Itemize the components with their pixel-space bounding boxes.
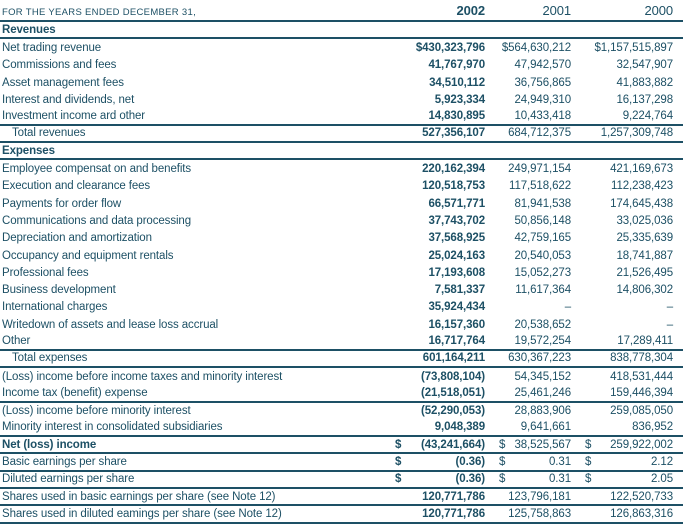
table-row: [0, 247, 683, 264]
row-label: Shares used in basic earnings per share (see Note 12): [2, 490, 276, 503]
value-2002: $430,323,796: [415, 41, 485, 54]
table-row: [0, 39, 683, 56]
years-ended-heading: FOR THE YEARS ENDED DECEMBER 31,: [2, 7, 197, 18]
value-2002: 120,518,753: [422, 180, 485, 193]
value-2002: 16,717,764: [428, 334, 485, 347]
currency-symbol: $: [499, 473, 506, 486]
table-header-row: [0, 0, 683, 22]
value-2001: 20,540,053: [514, 249, 571, 262]
value-2001: 50,856,148: [514, 214, 571, 227]
value-2002: 16,157,360: [428, 318, 485, 331]
amount: 259,922,002: [610, 438, 673, 451]
value-2001: [499, 439, 571, 451]
value-2000: –: [666, 301, 673, 314]
value-2000: 838,778,304: [610, 352, 673, 365]
table-row: [0, 316, 683, 333]
value-2002: 17,193,608: [428, 266, 485, 279]
table-row: [0, 264, 683, 281]
currency-symbol: $: [395, 438, 402, 451]
value-2000: 1,257,309,748: [600, 127, 673, 140]
value-2001: [499, 473, 571, 485]
value-2001: 630,367,223: [508, 352, 571, 365]
currency-symbol: $: [395, 456, 402, 469]
table-row: [0, 299, 683, 316]
row-label: Expenses: [2, 144, 55, 157]
table-row: [0, 385, 683, 402]
row-label: Basic earnings per share: [2, 456, 127, 469]
value-2000: [585, 456, 673, 468]
currency-symbol: $: [585, 473, 592, 486]
table-row: [0, 454, 683, 471]
row-label: Professional fees: [2, 266, 89, 279]
value-2002: 37,568,925: [428, 232, 485, 245]
row-label: Writedown of assets and lease loss accrual: [2, 318, 219, 331]
value-2001: [499, 456, 571, 468]
table-row: [0, 506, 683, 523]
value-2002: 527,356,107: [422, 127, 485, 140]
table-row: [0, 212, 683, 229]
value-2000: 418,531,444: [610, 370, 673, 383]
value-2001: 684,712,375: [508, 127, 571, 140]
row-label: Total expenses: [12, 352, 88, 365]
value-2001: 81,941,538: [514, 197, 571, 210]
row-label: Communications and data processing: [2, 214, 192, 227]
table-row: [0, 472, 683, 489]
value-2000: [585, 439, 673, 451]
table-row: [0, 368, 683, 385]
section-header-row: [0, 22, 683, 39]
value-2000: 836,952: [632, 421, 673, 434]
value-2001: 36,756,865: [514, 76, 571, 89]
value-2001: 28,883,906: [514, 405, 571, 418]
income-statement-table: [0, 22, 683, 524]
value-2002: 5,923,334: [434, 93, 485, 106]
value-2001: 47,942,570: [514, 59, 571, 72]
value-2000: 25,335,639: [616, 232, 673, 245]
table-row: [0, 91, 683, 108]
value-2002: (73,808,104): [420, 370, 485, 383]
amount: 0.31: [549, 456, 571, 469]
currency-symbol: $: [395, 473, 402, 486]
value-2000: 21,526,495: [616, 266, 673, 279]
row-label: Asset management fees: [2, 76, 124, 89]
value-2001: 15,052,273: [514, 266, 571, 279]
table-row: [0, 178, 683, 195]
table-row: [0, 281, 683, 298]
value-2000: 259,085,050: [610, 405, 673, 418]
row-label: Employee compensat on and benefits: [2, 163, 192, 176]
value-2002: [395, 456, 485, 468]
row-label: Commissions and fees: [2, 59, 117, 72]
value-2000: 17,289,411: [617, 334, 673, 347]
value-2000: 9,224,764: [622, 110, 673, 123]
row-label: Execution and clearance fees: [2, 180, 151, 193]
row-label: Investment income ard other: [2, 110, 146, 123]
value-2001: 19,572,254: [514, 334, 571, 347]
year-column-2002: 2002: [456, 3, 485, 18]
value-2001: 123,796,181: [508, 490, 571, 503]
currency-symbol: $: [499, 438, 506, 451]
value-2001: 9,641,661: [520, 421, 571, 434]
currency-symbol: $: [499, 456, 506, 469]
amount: (43,241,664): [420, 438, 485, 451]
value-2000: 174,645,438: [610, 197, 673, 210]
amount: 0.31: [549, 473, 571, 486]
value-2002: 66,571,771: [428, 197, 485, 210]
currency-symbol: $: [585, 438, 592, 451]
value-2002: 9,048,389: [434, 421, 485, 434]
table-row: [0, 403, 683, 420]
row-label: Total revenues: [12, 127, 86, 140]
amount: 2.05: [651, 473, 673, 486]
row-label: International charges: [2, 301, 108, 314]
value-2000: –: [666, 318, 673, 331]
row-label: Interest and dividends, net: [2, 93, 135, 106]
value-2001: 125,758,863: [508, 507, 571, 520]
row-label: Payments for order flow: [2, 197, 122, 210]
table-row: [0, 230, 683, 247]
value-2002: 14,830,895: [428, 110, 485, 123]
amount: (0.36): [455, 473, 485, 486]
value-2002: 34,510,112: [429, 76, 485, 89]
value-2002: 25,024,163: [428, 249, 485, 262]
value-2000: 14,806,302: [616, 284, 673, 297]
value-2001: 117,518,622: [509, 180, 571, 193]
row-label: Shares used in diluted eamings per share (see Note 12): [2, 507, 282, 520]
value-2000: 33,025,036: [616, 214, 673, 227]
value-2001: 249,971,154: [508, 163, 571, 176]
year-column-2001: 2001: [542, 3, 571, 18]
value-2000: 18,741,887: [616, 249, 673, 262]
value-2002: 601,164,211: [422, 352, 485, 365]
table-row: [0, 57, 683, 74]
value-2002: [395, 473, 485, 485]
value-2000: 16,137,298: [616, 93, 673, 106]
row-label: Minority interest in consolidated subsidiaries: [2, 421, 223, 434]
value-2002: 35,924,434: [428, 301, 485, 314]
row-label: Revenues: [2, 23, 56, 36]
table-row: [0, 160, 683, 177]
row-label: Business development: [2, 284, 116, 297]
value-2002: (52,290,053): [420, 405, 485, 418]
value-2002: [395, 439, 485, 451]
value-2002: 37,743,702: [428, 214, 485, 227]
value-2000: 32,547,907: [616, 59, 673, 72]
value-2000: 112,238,423: [611, 180, 673, 193]
row-label: Depreciation and amortization: [2, 232, 152, 245]
row-label: Income tax (benefit) expense: [2, 386, 148, 399]
table-row: [0, 437, 683, 454]
value-2001: 25,461,246: [514, 386, 571, 399]
value-2000: 41,883,882: [616, 76, 673, 89]
value-2001: $564,630,212: [501, 41, 571, 54]
table-row: [0, 126, 683, 143]
table-row: [0, 351, 683, 368]
row-label: Diluted earnings per share: [2, 473, 135, 486]
table-row: [0, 420, 683, 437]
value-2001: 42,759,165: [514, 232, 571, 245]
amount: 38,525,567: [514, 438, 571, 451]
row-label: Net trading revenue: [2, 41, 102, 54]
value-2002: 7,581,337: [434, 284, 485, 297]
table-row: [0, 195, 683, 212]
value-2002: 220,162,394: [422, 163, 485, 176]
value-2002: 120,771,786: [422, 490, 485, 503]
row-label: Net (loss) income: [2, 438, 97, 451]
value-2001: 11,617,364: [515, 284, 571, 297]
row-label: Other: [2, 334, 31, 347]
table-row: [0, 74, 683, 91]
value-2000: 421,169,673: [610, 163, 673, 176]
value-2001: 24,949,310: [514, 93, 571, 106]
value-2000: 122,520,733: [610, 490, 673, 503]
table-row: [0, 108, 683, 125]
value-2002: (21,518,051): [420, 386, 485, 399]
table-row: [0, 489, 683, 506]
amount: (0.36): [455, 456, 485, 469]
value-2001: 20,538,652: [514, 318, 571, 331]
value-2001: 10,433,418: [514, 110, 571, 123]
currency-symbol: $: [585, 456, 592, 469]
value-2000: [585, 473, 673, 485]
value-2000: 159,446,394: [610, 386, 673, 399]
value-2000: $1,157,515,897: [594, 41, 673, 54]
row-label: (Loss) income before minority interest: [2, 405, 191, 418]
section-header-row: [0, 143, 683, 160]
value-2002: 120,771,786: [422, 507, 485, 520]
year-column-2000: 2000: [644, 3, 673, 18]
value-2000: 126,863,316: [610, 507, 673, 520]
value-2002: 41,767,970: [428, 59, 485, 72]
row-label: (Loss) income before income taxes and minority interest: [2, 370, 283, 383]
value-2001: 54,345,152: [514, 370, 571, 383]
value-2001: –: [564, 301, 571, 314]
table-row: [0, 333, 683, 350]
row-label: Occupancy and equipment rentals: [2, 249, 174, 262]
amount: 2.12: [651, 456, 673, 469]
